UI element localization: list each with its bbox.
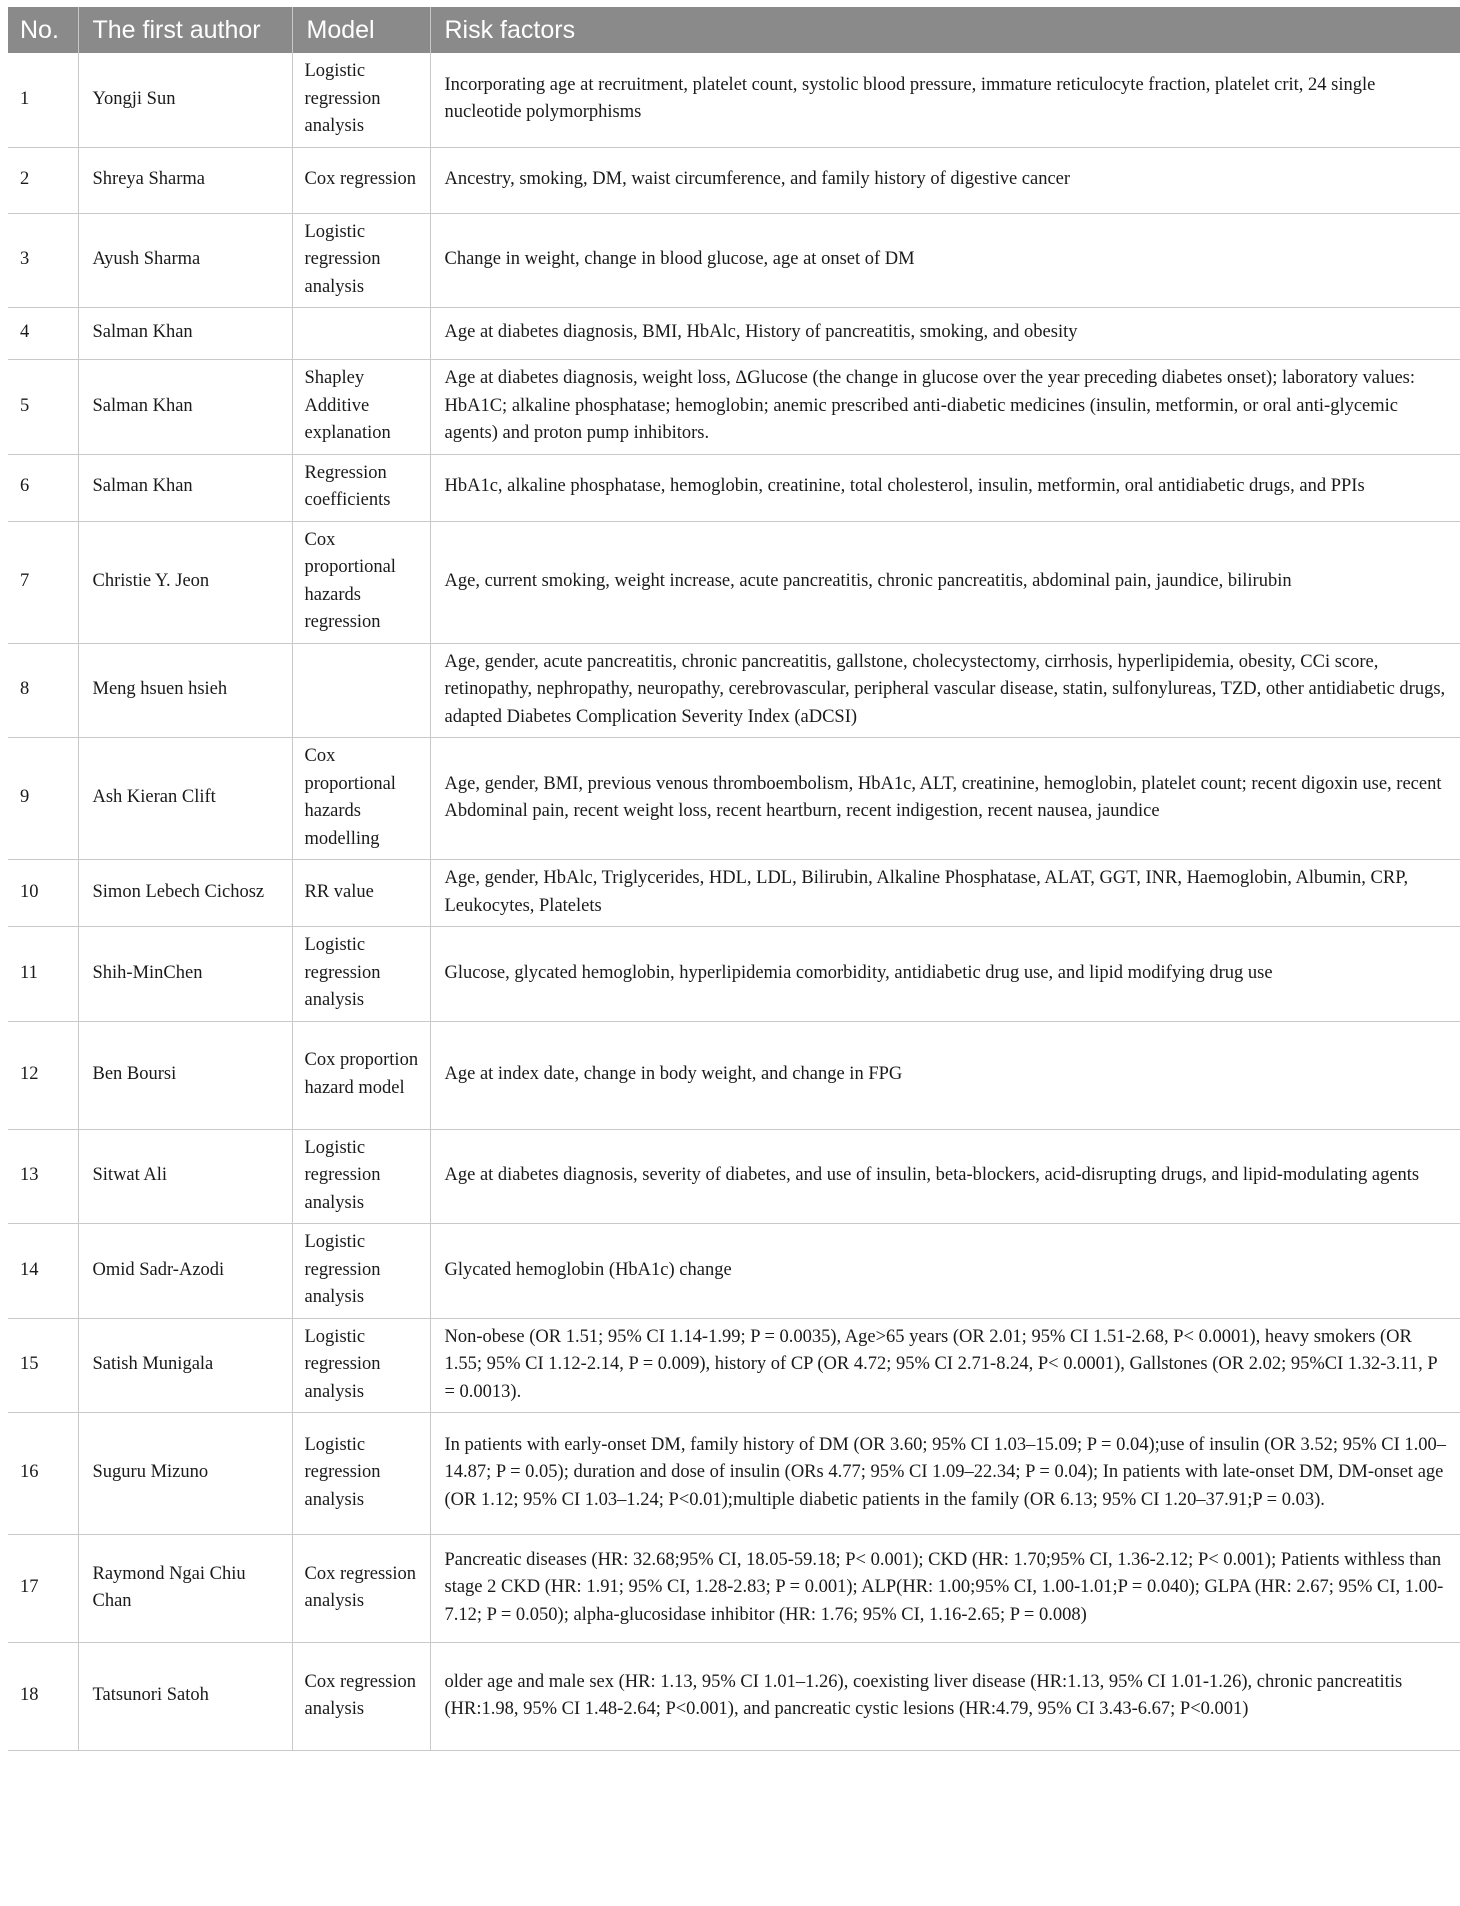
- cell-author: Shreya Sharma: [78, 147, 292, 213]
- cell-author: Ben Boursi: [78, 1021, 292, 1129]
- cell-no: 3: [8, 213, 78, 308]
- cell-author: Sitwat Ali: [78, 1129, 292, 1224]
- cell-risk-factors: Change in weight, change in blood glucose, age at onset of DM: [430, 213, 1460, 308]
- cell-author: Shih-MinChen: [78, 927, 292, 1022]
- cell-model: Cox regression: [292, 147, 430, 213]
- table-row: [8, 1129, 1460, 1224]
- table-row: [8, 738, 1460, 860]
- cell-no: 14: [8, 1224, 78, 1319]
- table-row: [8, 927, 1460, 1022]
- table-row: [8, 147, 1460, 213]
- cell-author: Meng hsuen hsieh: [78, 643, 292, 738]
- cell-risk-factors: Age at diabetes diagnosis, BMI, HbAlc, History of pancreatitis, smoking, and obesity: [430, 308, 1460, 360]
- header-first-author: The first author: [78, 7, 292, 53]
- cell-author: Christie Y. Jeon: [78, 521, 292, 643]
- cell-author: Suguru Mizuno: [78, 1413, 292, 1535]
- cell-risk-factors: Glucose, glycated hemoglobin, hyperlipidemia comorbidity, antidiabetic drug use, and lipid modifying drug use: [430, 927, 1460, 1022]
- cell-no: 2: [8, 147, 78, 213]
- cell-model: Logistic regression analysis: [292, 1413, 430, 1535]
- cell-author: Salman Khan: [78, 454, 292, 521]
- cell-no: 8: [8, 643, 78, 738]
- cell-risk-factors: Age, gender, BMI, previous venous thromboembolism, HbA1c, ALT, creatinine, hemoglobin, platelet count; recent digoxin use, recent Abdominal pain, recent weight loss, recent heartburn, recent indigestion, recent nausea, jaundice: [430, 738, 1460, 860]
- table-row: [8, 1021, 1460, 1129]
- cell-model: Cox proportional hazards regression: [292, 521, 430, 643]
- cell-risk-factors: Age, current smoking, weight increase, acute pancreatitis, chronic pancreatitis, abdominal pain, jaundice, bilirubin: [430, 521, 1460, 643]
- cell-risk-factors: Age, gender, acute pancreatitis, chronic pancreatitis, gallstone, cholecystectomy, cirrhosis, hyperlipidemia, obesity, CCi score, retinopathy, nephropathy, neuropathy, cerebrovascular, peripheral vascular disease, statin, sulfonylureas, TZD, other antidiabetic drugs, adapted Diabetes Complication Severity Index (aDCSI): [430, 643, 1460, 738]
- cell-model: Regression coefficients: [292, 454, 430, 521]
- header-risk-factors: Risk factors: [430, 7, 1460, 53]
- cell-risk-factors: HbA1c, alkaline phosphatase, hemoglobin, creatinine, total cholesterol, insulin, metformin, oral antidiabetic drugs, and PPIs: [430, 454, 1460, 521]
- cell-author: Tatsunori Satoh: [78, 1643, 292, 1751]
- cell-model: Cox proportional hazards modelling: [292, 738, 430, 860]
- cell-model: Logistic regression analysis: [292, 1318, 430, 1413]
- cell-no: 10: [8, 860, 78, 927]
- risk-factors-table: [8, 7, 1460, 1751]
- cell-risk-factors: Age at diabetes diagnosis, weight loss, ΔGlucose (the change in glucose over the year preceding diabetes onset); laboratory values: HbA1C; alkaline phosphatase; hemoglobin; anemic prescribed anti-diabetic medicines (insulin, metformin, or oral anti-glycemic agents) and proton pump inhibitors.: [430, 360, 1460, 455]
- cell-no: 12: [8, 1021, 78, 1129]
- table-row: [8, 1535, 1460, 1643]
- cell-author: Salman Khan: [78, 360, 292, 455]
- cell-no: 4: [8, 308, 78, 360]
- cell-no: 5: [8, 360, 78, 455]
- table-row: [8, 53, 1460, 147]
- cell-risk-factors: In patients with early-onset DM, family history of DM (OR 3.60; 95% CI 1.03–15.09; P = 0.04);use of insulin (OR 3.52; 95% CI 1.00–14.87; P = 0.05); duration and dose of insulin (ORs 4.77; 95% CI 1.09–22.34; P = 0.04); In patients with late-onset DM, DM-onset age (OR 1.12; 95% CI 1.03–1.24; P<0.01);multiple diabetic patients in the family (OR 6.13; 95% CI 1.20–37.91;P = 0.03).: [430, 1413, 1460, 1535]
- cell-risk-factors: Age at diabetes diagnosis, severity of diabetes, and use of insulin, beta-blockers, acid-disrupting drugs, and lipid-modulating agents: [430, 1129, 1460, 1224]
- cell-no: 16: [8, 1413, 78, 1535]
- cell-no: 9: [8, 738, 78, 860]
- table-row: [8, 1318, 1460, 1413]
- cell-model: Logistic regression analysis: [292, 213, 430, 308]
- cell-model: Logistic regression analysis: [292, 1129, 430, 1224]
- cell-model: Logistic regression analysis: [292, 53, 430, 147]
- cell-risk-factors: Age, gender, HbAlc, Triglycerides, HDL, LDL, Bilirubin, Alkaline Phosphatase, ALAT, GGT, INR, Haemoglobin, Albumin, CRP, Leukocytes, Platelets: [430, 860, 1460, 927]
- cell-no: 15: [8, 1318, 78, 1413]
- cell-author: Salman Khan: [78, 308, 292, 360]
- cell-model: [292, 308, 430, 360]
- cell-risk-factors: Pancreatic diseases (HR: 32.68;95% CI, 18.05-59.18; P< 0.001); CKD (HR: 1.70;95% CI, 1.36-2.12; P< 0.001); Patients withless than stage 2 CKD (HR: 1.91; 95% CI, 1.28-2.83; P = 0.001); ALP(HR: 1.00;95% CI, 1.00-1.01;P = 0.040); GLPA (HR: 2.67; 95% CI, 1.00-7.12; P = 0.050); alpha-glucosidase inhibitor (HR: 1.76; 95% CI, 1.16-2.65; P = 0.008): [430, 1535, 1460, 1643]
- cell-model: Logistic regression analysis: [292, 1224, 430, 1319]
- cell-author: Omid Sadr-Azodi: [78, 1224, 292, 1319]
- table-row: [8, 521, 1460, 643]
- cell-no: 6: [8, 454, 78, 521]
- cell-risk-factors: Incorporating age at recruitment, platelet count, systolic blood pressure, immature reticulocyte fraction, platelet crit, 24 single nucleotide polymorphisms: [430, 53, 1460, 147]
- table-row: [8, 213, 1460, 308]
- cell-no: 13: [8, 1129, 78, 1224]
- table-header: [8, 7, 1460, 53]
- cell-author: Ayush Sharma: [78, 213, 292, 308]
- cell-model: Cox regression analysis: [292, 1643, 430, 1751]
- cell-no: 18: [8, 1643, 78, 1751]
- cell-author: Satish Munigala: [78, 1318, 292, 1413]
- cell-no: 11: [8, 927, 78, 1022]
- table-row: [8, 1224, 1460, 1319]
- cell-author: Simon Lebech Cichosz: [78, 860, 292, 927]
- cell-model: Logistic regression analysis: [292, 927, 430, 1022]
- table-row: [8, 860, 1460, 927]
- cell-author: Raymond Ngai Chiu Chan: [78, 1535, 292, 1643]
- cell-risk-factors: Non-obese (OR 1.51; 95% CI 1.14-1.99; P = 0.0035), Age>65 years (OR 2.01; 95% CI 1.51-2.68, P< 0.0001), heavy smokers (OR 1.55; 95% CI 1.12-2.14, P = 0.009), history of CP (OR 4.72; 95% CI 2.71-8.24, P< 0.0001), Gallstones (OR 2.02; 95%CI 1.32-3.11, P = 0.0013).: [430, 1318, 1460, 1413]
- cell-model: Cox regression analysis: [292, 1535, 430, 1643]
- cell-model: [292, 643, 430, 738]
- cell-no: 17: [8, 1535, 78, 1643]
- table-row: [8, 1413, 1460, 1535]
- header-row: [8, 7, 1460, 53]
- cell-risk-factors: Age at index date, change in body weight, and change in FPG: [430, 1021, 1460, 1129]
- cell-model: RR value: [292, 860, 430, 927]
- cell-author: Ash Kieran Clift: [78, 738, 292, 860]
- table-row: [8, 360, 1460, 455]
- header-model: Model: [292, 7, 430, 53]
- cell-risk-factors: older age and male sex (HR: 1.13, 95% CI 1.01–1.26), coexisting liver disease (HR:1.13, 95% CI 1.01-1.26), chronic pancreatitis (HR:1.98, 95% CI 1.48-2.64; P<0.001), and pancreatic cystic lesions (HR:4.79, 95% CI 3.43-6.67; P<0.001): [430, 1643, 1460, 1751]
- table-row: [8, 454, 1460, 521]
- cell-risk-factors: Ancestry, smoking, DM, waist circumference, and family history of digestive cancer: [430, 147, 1460, 213]
- table-body: [8, 53, 1460, 1751]
- cell-author: Yongji Sun: [78, 53, 292, 147]
- header-no: No.: [8, 7, 78, 53]
- cell-no: 1: [8, 53, 78, 147]
- table-row: [8, 1643, 1460, 1751]
- cell-risk-factors: Glycated hemoglobin (HbA1c) change: [430, 1224, 1460, 1319]
- table-row: [8, 643, 1460, 738]
- table-row: [8, 308, 1460, 360]
- cell-model: Shapley Additive explanation: [292, 360, 430, 455]
- cell-no: 7: [8, 521, 78, 643]
- cell-model: Cox proportion hazard model: [292, 1021, 430, 1129]
